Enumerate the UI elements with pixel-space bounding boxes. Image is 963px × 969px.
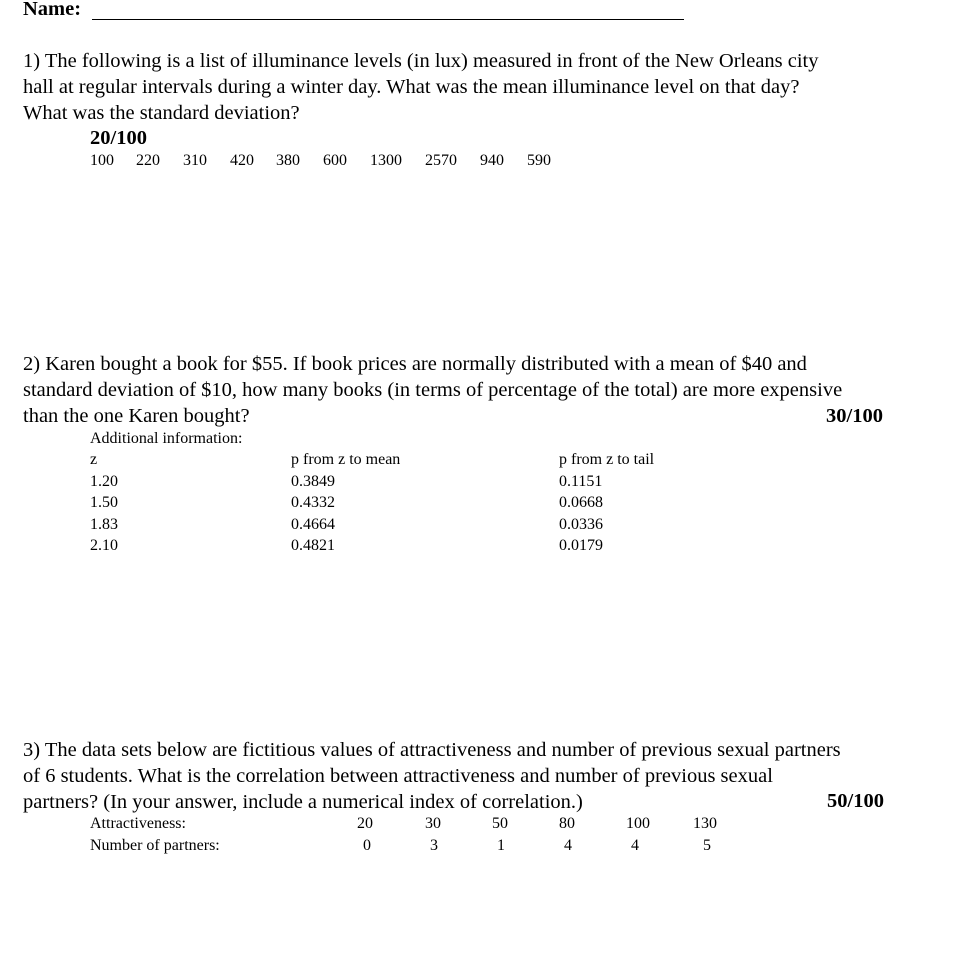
question-1-score: 20/100	[90, 127, 147, 149]
question-1-text	[23, 48, 923, 126]
z-table-cell: 0.0336	[559, 516, 603, 533]
z-table-cell: 0.4821	[291, 537, 335, 554]
question-1-line: 1) The following is a list of illuminance levels (in lux) measured in front of the New Orleans city	[23, 50, 819, 72]
z-table-cell: 0.4332	[291, 494, 335, 511]
question-1-line: hall at regular intervals during a winter day. What was the mean illuminance level on that day?	[23, 76, 800, 98]
illuminance-value: 100	[90, 152, 114, 169]
question-3-score: 50/100	[827, 790, 884, 812]
partners-value: 5	[703, 837, 711, 854]
illuminance-value: 310	[183, 152, 207, 169]
illuminance-value: 420	[230, 152, 254, 169]
question-3-line: 3) The data sets below are fictitious values of attractiveness and number of previous sexual partners	[23, 739, 841, 761]
attractiveness-value: 50	[492, 815, 508, 832]
partners-label: Number of partners:	[90, 837, 220, 854]
attractiveness-label: Attractiveness:	[90, 815, 186, 832]
z-table-cell: 0.3849	[291, 473, 335, 490]
illuminance-value: 590	[527, 152, 551, 169]
z-table-cell: 1.20	[90, 473, 118, 490]
illuminance-value: 380	[276, 152, 300, 169]
question-2-line: than the one Karen bought?	[23, 405, 250, 427]
z-table-cell: 2.10	[90, 537, 118, 554]
z-table-header: p from z to tail	[559, 451, 655, 468]
name-label: Name:	[23, 0, 82, 20]
z-table-cell: 1.50	[90, 494, 118, 511]
question-2-score: 30/100	[826, 405, 883, 427]
partners-value: 0	[363, 837, 371, 854]
z-table-cell: 1.83	[90, 516, 118, 533]
question-2-text	[23, 351, 923, 429]
name-blank-line	[92, 19, 684, 20]
illuminance-value: 2570	[425, 152, 457, 169]
illuminance-value: 1300	[370, 152, 402, 169]
attractiveness-value: 20	[357, 815, 373, 832]
illuminance-value: 220	[136, 152, 160, 169]
additional-info-label: Additional information:	[90, 430, 243, 447]
question-3-line: of 6 students. What is the correlation between attractiveness and number of previous sexual	[23, 765, 773, 787]
z-table-header: p from z to mean	[291, 451, 401, 468]
z-table-header: z	[90, 451, 98, 468]
attractiveness-value: 100	[626, 815, 650, 832]
partners-value: 1	[497, 837, 505, 854]
attractiveness-value: 130	[693, 815, 717, 832]
z-table-cell: 0.0179	[559, 537, 603, 554]
attractiveness-value: 30	[425, 815, 441, 832]
z-table-cell: 0.0668	[559, 494, 603, 511]
question-1-line: What was the standard deviation?	[23, 102, 300, 124]
attractiveness-value: 80	[559, 815, 575, 832]
partners-value: 3	[430, 837, 438, 854]
question-2-line: 2) Karen bought a book for $55. If book prices are normally distributed with a mean of $40 and	[23, 353, 807, 375]
question-2-line: standard deviation of $10, how many books (in terms of percentage of the total) are more expensive	[23, 379, 843, 401]
z-table-cell: 0.1151	[559, 473, 603, 490]
partners-value: 4	[564, 837, 572, 854]
question-3-text	[23, 737, 923, 815]
z-table-cell: 0.4664	[291, 516, 335, 533]
illuminance-value: 940	[480, 152, 504, 169]
partners-value: 4	[631, 837, 639, 854]
question-3-line: partners? (In your answer, include a numerical index of correlation.)	[23, 791, 583, 813]
illuminance-value: 600	[323, 152, 347, 169]
